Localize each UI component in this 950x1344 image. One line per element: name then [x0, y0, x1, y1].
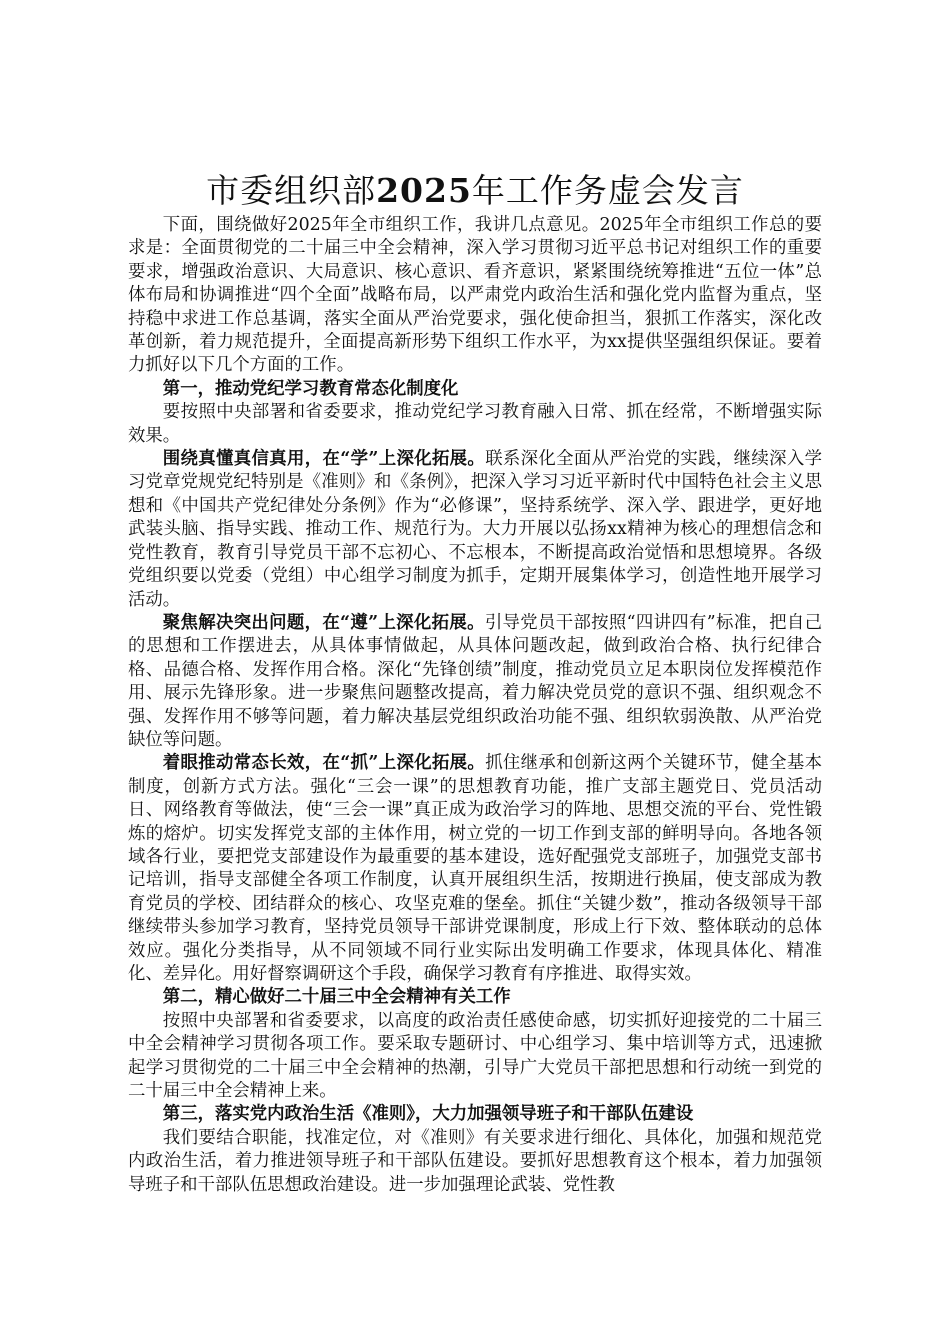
subsection-paragraph-grasp [128, 752, 822, 986]
title-prefix: 市委组织部 [206, 171, 377, 210]
subsection-lead-study: 围绕真懂真信真用，在“学”上深化拓展。 [162, 449, 486, 470]
subsection-text-grasp: 抓住继承和创新这两个关键环节，健全基本制度，创新方式方法。强化“三会一课”的思想教育功能，推广支部主题党日、党员活动日、网络教育等做法，使“三会一课”真正成为政治学习的阵地、思想交流的平台、党性锻炼的熔炉。切实发挥党支部的主体作用，树立党的一切工作到支部的鲜明导向。各地各领域各行业，要把党支部建设作为最重要的基本建设，选好配强党支部班子，加强党支部书记培训，指导支部健全各项工作制度，认真开展组织生活，按期进行换届，使支部成为教育党员的学校、团结群众的核心、攻坚克难的堡垒。抓住“关键少数”，推动各级领导干部继续带头参加学习教育，坚持党员领导干部讲党课制度，形成上行下效、整体联动的总体效应。强化分类指导，从不同领域不同行业实际出发明确工作要求，体现具体化、精准化、差异化。用好督察调研这个手段，确保学习教育有序推进、取得实效。 [128, 753, 822, 984]
section-heading-3: 第三，落实党内政治生活《准则》，大力加强领导班子和干部队伍建设 [162, 1104, 694, 1125]
subsection-lead-grasp: 着眼推动常态长效，在“抓”上深化拓展。 [162, 753, 486, 774]
subsection-paragraph-study [128, 448, 822, 612]
section-1-paragraph: 要按照中央部署和省委要求，推动党纪学习教育融入日常、抓在经常，不断增强实际效果。 [128, 402, 822, 446]
title-suffix: 年工作务虚会发言 [471, 171, 744, 210]
subsection-paragraph-comply [128, 612, 822, 752]
document-title [128, 168, 822, 214]
section-2-paragraph: 按照中央部署和省委要求，以高度的政治责任感使命感，切实抓好迎接党的二十届三中全会精神学习贯彻各项工作。要采取专题研讨、中心组学习、集中培训等方式，迅速掀起学习贯彻党的二十届三中全会精神的热潮，引导广大党员干部把思想和行动统一到党的二十届三中全会精神上来。 [128, 1010, 822, 1102]
document-page [128, 168, 822, 1197]
subsection-text-study: 联系深化全面从严治党的实践，继续深入学习党章党规党纪特别是《准则》和《条例》，把深入学习习近平新时代中国特色社会主义思想和《中国共产党纪律处分条例》作为“必修课”，坚持系统学、深入学、跟进学，更好地武装头脑、指导实践、推动工作、规范行为。大力开展以弘扬xx精神为核心的理想信念和党性教育，教育引导党员干部不忘初心、不忘根本，不断提高政治觉悟和思想境界。各级党组织要以党委（党组）中心组学习制度为抓手，定期开展集体学习，创造性地开展学习活动。 [128, 449, 822, 610]
section-3-paragraph: 我们要结合职能，找准定位，对《准则》有关要求进行细化、具体化，加强和规范党内政治生活，着力推进领导班子和干部队伍建设。要抓好思想教育这个根本，着力加强领导班子和干部队伍思想政治建设。进一步加强理论武装、党性教 [128, 1127, 822, 1195]
title-year: 2025 [376, 171, 472, 210]
subsection-text-comply: 引导党员干部按照“四讲四有”标准，把自己的思想和工作摆进去，从具体事情做起，从具体问题改起，做到政治合格、执行纪律合格、品德合格、发挥作用合格。深化“先锋创绩”制度，推动党员立足本职岗位发挥模范作用、展示先锋形象。进一步聚焦问题整改提高，着力解决党员党的意识不强、组织观念不强、发挥作用不够等问题，着力解决基层党组织政治功能不强、组织软弱涣散、从严治党缺位等问题。 [128, 612, 822, 750]
section-heading-2: 第二，精心做好二十届三中全会精神有关工作 [162, 987, 511, 1008]
subsection-lead-comply: 聚焦解决突出问题，在“遵”上深化拓展。 [162, 612, 485, 633]
intro-paragraph: 下面，围绕做好2025年全市组织工作，我讲几点意见。2025年全市组织工作总的要求是：全面贯彻党的二十届三中全会精神，深入学习贯彻习近平总书记对组织工作的重要要求，增强政治意识、大局意识、核心意识、看齐意识，紧紧围绕统筹推进“五位一体”总体布局和协调推进“四个全面”战略布局，以严肃党内政治生活和强化党内监督为重点，坚持稳中求进工作总基调，落实全面从严治党要求，强化使命担当，狠抓工作落实，深化改革创新，着力规范提升，全面提高新形势下组织工作水平，为xx提供坚强组织保证。要着力抓好以下几个方面的工作。 [128, 215, 822, 376]
section-heading-1: 第一，推动党纪学习教育常态化制度化 [162, 378, 459, 399]
